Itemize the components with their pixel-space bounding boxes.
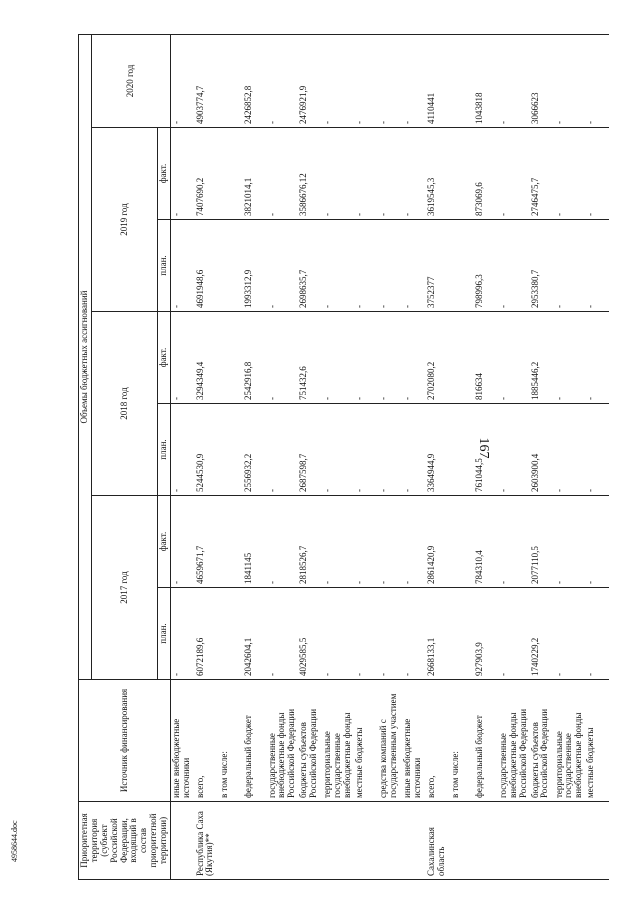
source-cell: в том числе: (219, 680, 243, 802)
value-cell: - (498, 312, 530, 404)
value-cell: 798996,3 (474, 220, 498, 312)
value-cell (219, 34, 243, 127)
value-cell: 3752377 (426, 220, 450, 312)
source-cell: территориальные государственные внебюджетные фонды (322, 680, 354, 802)
territory-cell (554, 802, 586, 880)
source-cell: всего, (195, 680, 219, 802)
value-cell: 1043818 (474, 34, 498, 127)
source-cell: иные внебюджетные источники (402, 680, 426, 802)
value-cell: - (354, 312, 378, 404)
value-cell: 4110441 (426, 34, 450, 127)
value-cell: 2698635,7 (298, 220, 322, 312)
territory-cell: Сахалинская область (426, 802, 450, 880)
territory-cell (378, 802, 402, 880)
value-cell: - (498, 496, 530, 588)
value-cell: 3586676,12 (298, 128, 322, 220)
value-cell: - (585, 588, 609, 680)
table-body (171, 34, 610, 879)
value-cell: - (585, 496, 609, 588)
value-cell: 2818526,7 (298, 496, 322, 588)
table-row (195, 34, 219, 879)
value-cell: - (498, 404, 530, 496)
value-cell: 3364944,9 (426, 404, 450, 496)
value-cell: 2476921,9 (298, 34, 322, 127)
territory-cell (450, 802, 474, 880)
rotated-table-container (78, 35, 596, 880)
value-cell: - (354, 34, 378, 127)
value-cell: 761044,5 (474, 404, 498, 496)
table-row (530, 34, 554, 879)
value-cell (450, 220, 474, 312)
value-cell: - (402, 588, 426, 680)
source-cell: государственные внебюджетные фонды Российской Федерации (267, 680, 299, 802)
value-cell: 816634 (474, 312, 498, 404)
value-cell: - (267, 34, 299, 127)
value-cell: 1740229,2 (530, 588, 554, 680)
header-plan: план. (158, 588, 171, 680)
value-cell: - (554, 34, 586, 127)
table-row (402, 34, 426, 879)
value-cell: - (267, 496, 299, 588)
value-cell (450, 34, 474, 127)
value-cell: 2702080,2 (426, 312, 450, 404)
source-cell: бюджеты субъектов Российской Федерации (530, 680, 554, 802)
header-fact: факт. (158, 312, 171, 404)
territory-cell (354, 802, 378, 880)
value-cell: - (267, 404, 299, 496)
table-row (354, 34, 378, 879)
value-cell: - (171, 220, 195, 312)
value-cell: - (585, 220, 609, 312)
value-cell: - (354, 496, 378, 588)
page-number: 167 (476, 437, 491, 459)
value-cell: 1993312,9 (243, 220, 267, 312)
header-year-2018: 2018 год (91, 312, 157, 496)
table-row (267, 34, 299, 879)
value-cell (450, 496, 474, 588)
value-cell: 4903774,7 (195, 34, 219, 127)
value-cell: - (554, 312, 586, 404)
value-cell: - (554, 220, 586, 312)
value-cell: - (585, 404, 609, 496)
value-cell: - (354, 220, 378, 312)
territory-cell (498, 802, 530, 880)
header-year-2019: 2019 год (91, 128, 157, 312)
value-cell (219, 588, 243, 680)
source-cell: всего, (426, 680, 450, 802)
value-cell (450, 312, 474, 404)
territory-cell: Республика Саха (Якутия)** (195, 802, 219, 880)
value-cell: 1885446,2 (530, 312, 554, 404)
value-cell: 2687598,7 (298, 404, 322, 496)
value-cell: - (267, 128, 299, 220)
value-cell: - (378, 220, 402, 312)
value-cell: 2077110,5 (530, 496, 554, 588)
table-row (426, 34, 450, 879)
source-cell: в том числе: (450, 680, 474, 802)
value-cell: - (402, 496, 426, 588)
table-row (450, 34, 474, 879)
territory-cell (243, 802, 267, 880)
value-cell: - (378, 312, 402, 404)
value-cell: - (378, 128, 402, 220)
value-cell: - (171, 128, 195, 220)
value-cell (450, 588, 474, 680)
value-cell: - (267, 588, 299, 680)
table-row (554, 34, 586, 879)
value-cell: - (171, 404, 195, 496)
territory-cell (219, 802, 243, 880)
value-cell: - (402, 220, 426, 312)
value-cell: - (378, 404, 402, 496)
value-cell: - (585, 128, 609, 220)
value-cell: - (354, 588, 378, 680)
value-cell: - (498, 34, 530, 127)
territory-cell (171, 802, 195, 880)
value-cell: 2668133,1 (426, 588, 450, 680)
value-cell (450, 404, 474, 496)
value-cell: - (267, 312, 299, 404)
header-plan: план. (158, 404, 171, 496)
value-cell (219, 312, 243, 404)
territory-cell (298, 802, 322, 880)
table-row (171, 34, 195, 879)
table-row (219, 34, 243, 879)
territory-cell (322, 802, 354, 880)
value-cell: 3066623 (530, 34, 554, 127)
territory-cell (402, 802, 426, 880)
value-cell: 3294349,4 (195, 312, 219, 404)
table-row (243, 34, 267, 879)
source-cell: федеральный бюджет (243, 680, 267, 802)
value-cell: - (267, 220, 299, 312)
source-cell: местные бюджеты (354, 680, 378, 802)
value-cell: 6072189,6 (195, 588, 219, 680)
value-cell: - (378, 34, 402, 127)
value-cell (219, 404, 243, 496)
value-cell: 2953380,7 (530, 220, 554, 312)
value-cell: - (378, 496, 402, 588)
table-row (585, 34, 609, 879)
header-plan: план. (158, 220, 171, 312)
header-year-2017: 2017 год (91, 496, 157, 680)
value-cell: - (554, 128, 586, 220)
document-id: 4958644.doc (10, 820, 19, 862)
source-cell: средства компаний с государственным участием (378, 680, 402, 802)
source-cell: федеральный бюджет (474, 680, 498, 802)
value-cell: 2603900,4 (530, 404, 554, 496)
value-cell: - (322, 34, 354, 127)
header-volumes: Объемы бюджетных ассигнований (79, 34, 92, 679)
value-cell: 2426852,8 (243, 34, 267, 127)
value-cell: - (498, 588, 530, 680)
value-cell (219, 128, 243, 220)
value-cell: 4029585,5 (298, 588, 322, 680)
header-fact: факт. (158, 128, 171, 220)
value-cell (219, 496, 243, 588)
table-row (322, 34, 354, 879)
value-cell: 4659671,7 (195, 496, 219, 588)
value-cell: - (354, 404, 378, 496)
table-row (378, 34, 402, 879)
value-cell: - (402, 404, 426, 496)
source-cell: иные внебюджетные источники (171, 680, 195, 802)
value-cell: - (402, 34, 426, 127)
source-cell: бюджеты субъектов Российской Федерации (298, 680, 322, 802)
territory-cell (267, 802, 299, 880)
territory-cell (474, 802, 498, 880)
value-cell: 3619545,3 (426, 128, 450, 220)
value-cell: 2861420,9 (426, 496, 450, 588)
table-header (79, 34, 171, 879)
value-cell: - (322, 496, 354, 588)
value-cell: 4691948,6 (195, 220, 219, 312)
header-source: Источник финансирования (79, 680, 171, 802)
value-cell: 784310,4 (474, 496, 498, 588)
value-cell: - (402, 312, 426, 404)
value-cell: - (554, 588, 586, 680)
value-cell: - (585, 312, 609, 404)
table-row (498, 34, 530, 879)
value-cell: 2042604,1 (243, 588, 267, 680)
value-cell: - (354, 128, 378, 220)
territory-cell (585, 802, 609, 880)
value-cell: - (554, 496, 586, 588)
territory-cell (530, 802, 554, 880)
value-cell: - (322, 588, 354, 680)
header-year-2020: 2020 год (91, 34, 170, 127)
value-cell (450, 128, 474, 220)
value-cell: - (322, 220, 354, 312)
value-cell: 751432,6 (298, 312, 322, 404)
value-cell: 5244530,9 (195, 404, 219, 496)
value-cell: 3821014,1 (243, 128, 267, 220)
value-cell: 7407690,2 (195, 128, 219, 220)
source-cell: государственные внебюджетные фонды Российской Федерации (498, 680, 530, 802)
value-cell: - (378, 588, 402, 680)
value-cell: - (171, 34, 195, 127)
header-fact: факт. (158, 496, 171, 588)
budget-table (78, 34, 609, 880)
value-cell (219, 220, 243, 312)
value-cell: 2556932,2 (243, 404, 267, 496)
value-cell: 2542916,8 (243, 312, 267, 404)
value-cell: - (585, 34, 609, 127)
value-cell: - (322, 312, 354, 404)
value-cell: 1841145 (243, 496, 267, 588)
value-cell: 927903,9 (474, 588, 498, 680)
value-cell: - (171, 312, 195, 404)
table-row (474, 34, 498, 879)
value-cell: - (554, 404, 586, 496)
value-cell: - (322, 404, 354, 496)
value-cell: - (171, 588, 195, 680)
header-territory: Приоритетная территория (субъект Российской Федерации, входящий в состав приоритетной территории) (79, 802, 171, 880)
value-cell: - (171, 496, 195, 588)
value-cell: - (498, 128, 530, 220)
table-row (298, 34, 322, 879)
value-cell: - (498, 220, 530, 312)
source-cell: местные бюджеты (585, 680, 609, 802)
value-cell: 873069,6 (474, 128, 498, 220)
source-cell: территориальные государственные внебюджетные фонды (554, 680, 586, 802)
value-cell: 2746475,7 (530, 128, 554, 220)
value-cell: - (322, 128, 354, 220)
value-cell: - (402, 128, 426, 220)
